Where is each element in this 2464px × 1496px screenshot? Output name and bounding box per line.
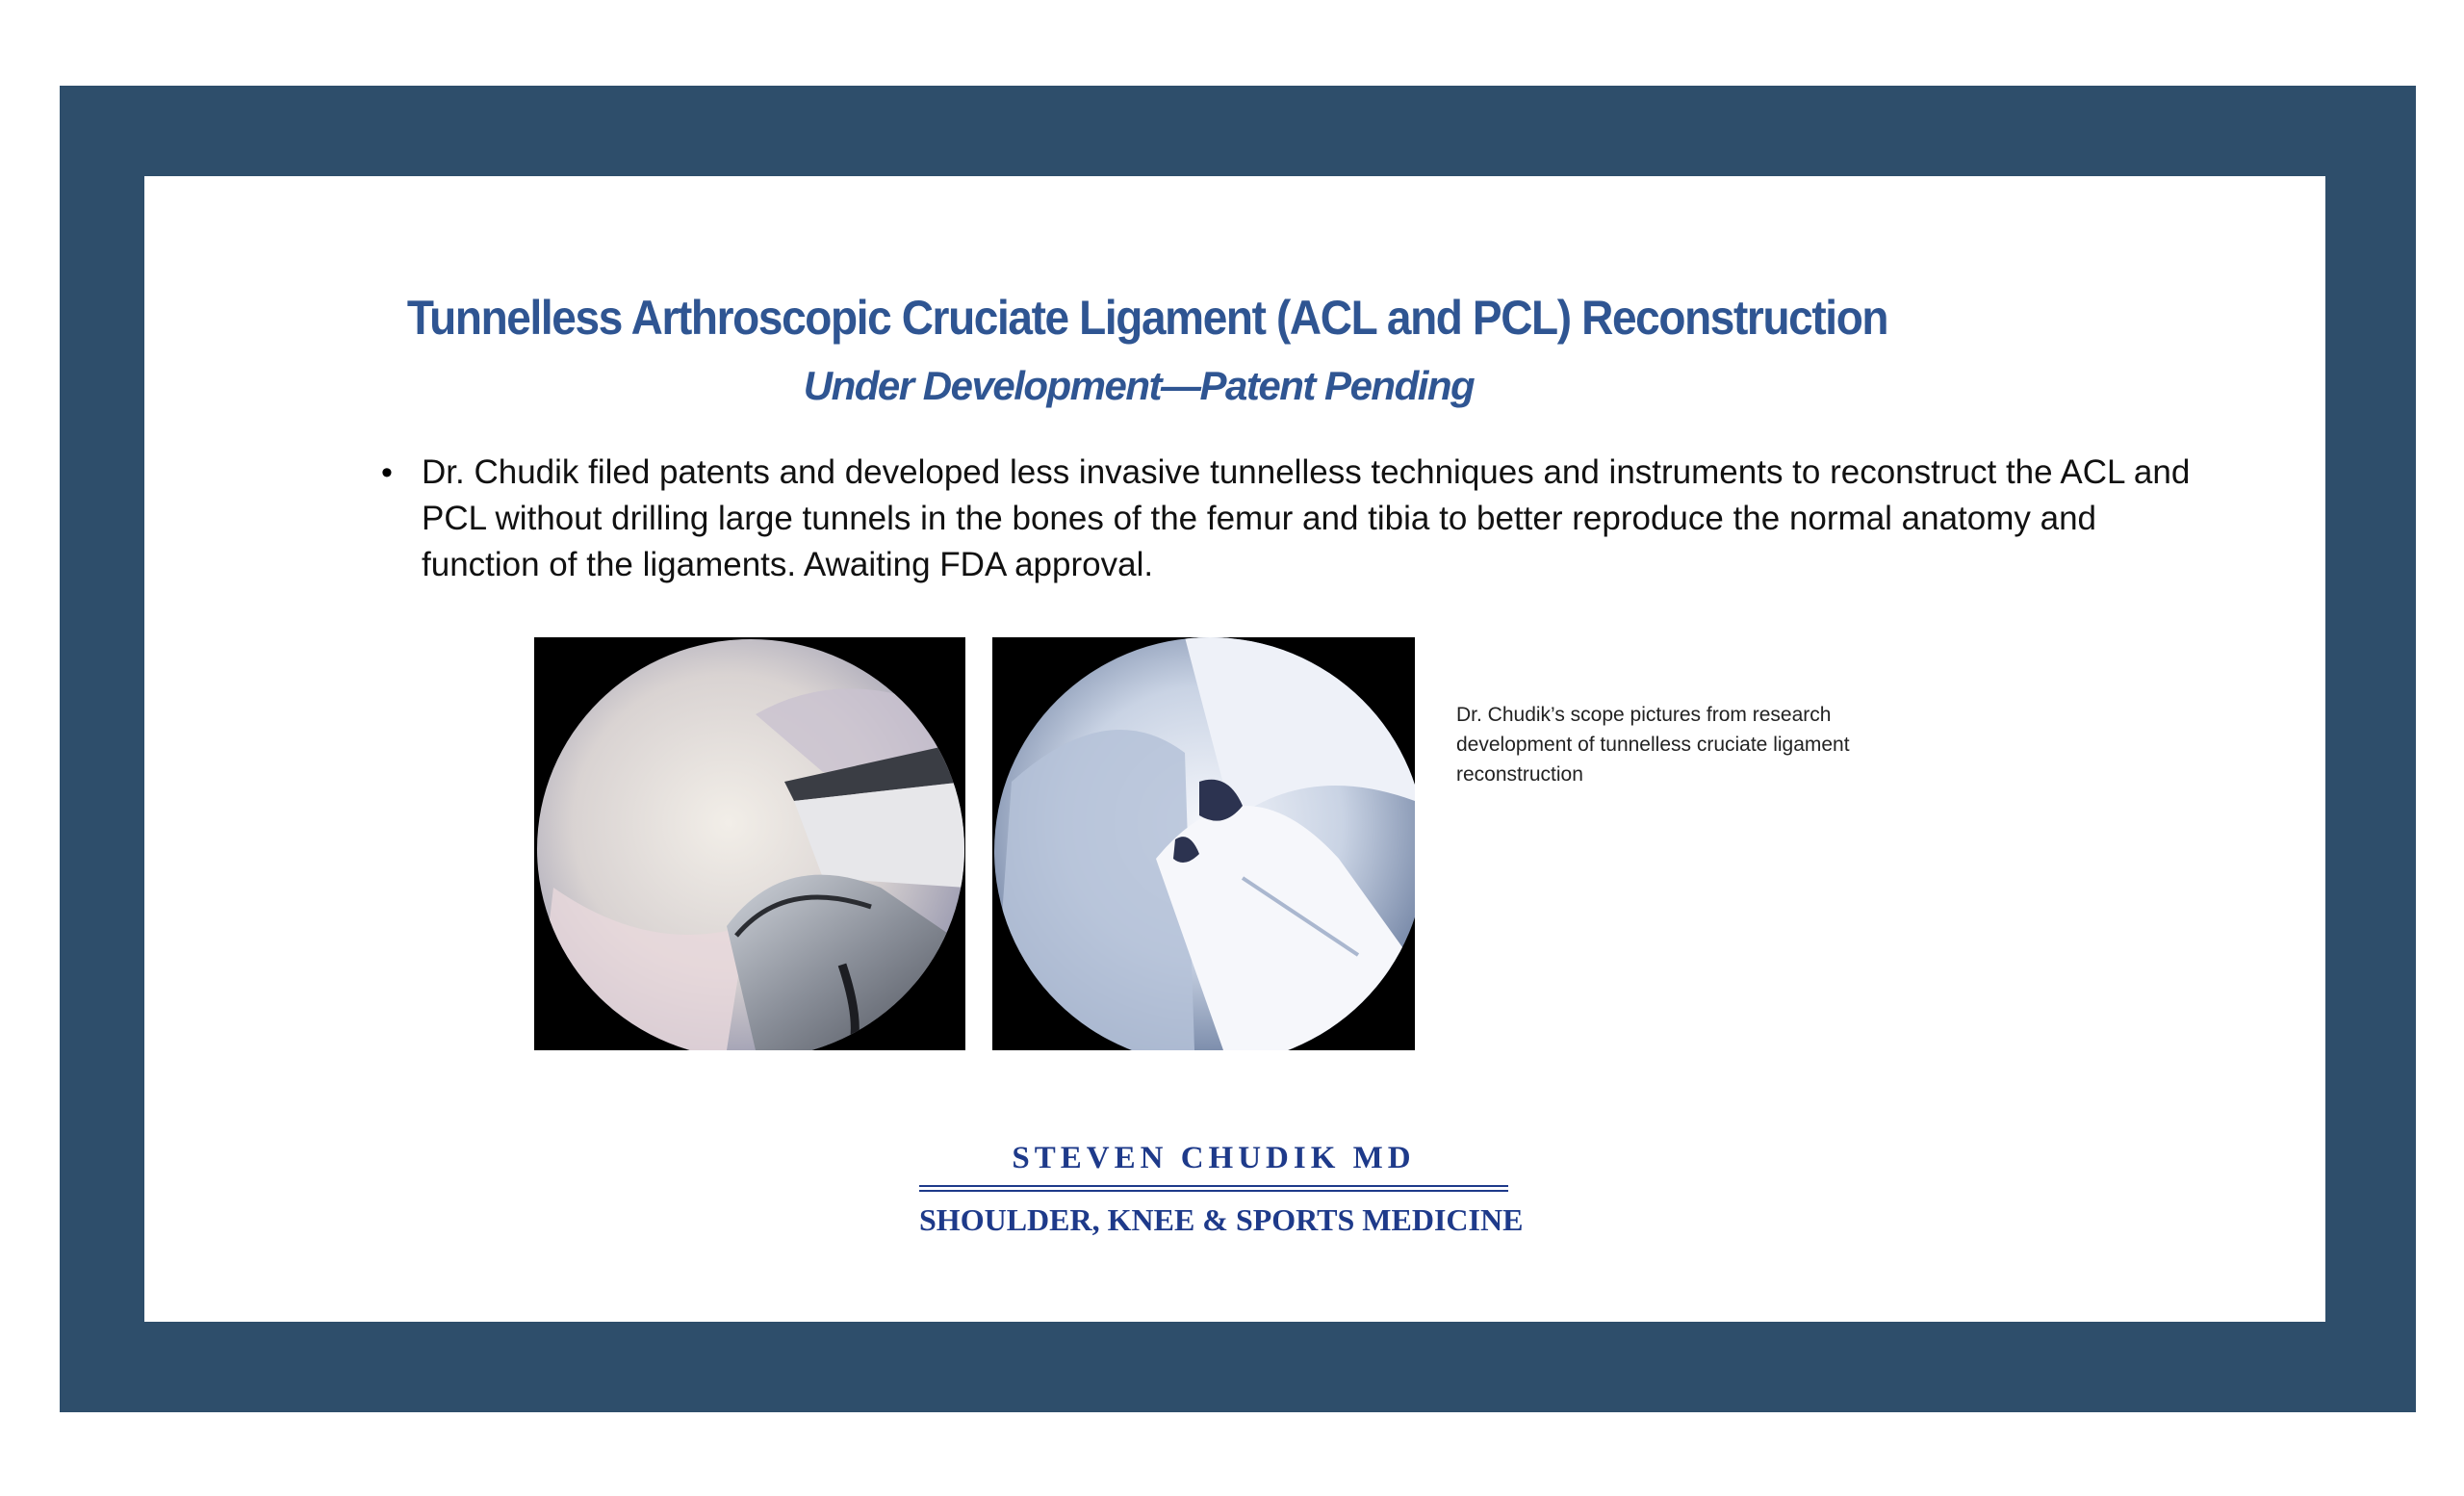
slide-title: Tunnelless Arthroscopic Cruciate Ligament (ACL and PCL) Reconstruction xyxy=(406,291,1888,345)
slide-subtitle: Under Development—Patent Pending xyxy=(803,363,1475,408)
practice-logo xyxy=(919,1139,1524,1238)
bullet-icon: • xyxy=(381,454,393,491)
arthroscopic-photo-instruments xyxy=(534,637,965,1050)
logo-divider xyxy=(919,1185,1508,1192)
image-caption: Dr. Chudik’s scope pictures from research development of tunnelless cruciate ligament reconstruction xyxy=(1456,704,1850,786)
logo-tagline: SHOULDER, KNEE & SPORTS MEDICINE xyxy=(919,1202,1524,1237)
slide-content xyxy=(144,176,2325,1322)
arthroscopic-photo-ligament xyxy=(992,637,1415,1050)
logo-name: STEVEN CHUDIK MD xyxy=(1012,1141,1416,1175)
bullet-text: Dr. Chudik filed patents and developed less invasive tunnelless techniques and instruments to reconstruct the ACL and PCL without drilling large tunnels in the bones of the femur and tibia to better reproduce the normal anatomy and function of the ligaments. Awaiting FDA approval. xyxy=(422,453,2191,583)
